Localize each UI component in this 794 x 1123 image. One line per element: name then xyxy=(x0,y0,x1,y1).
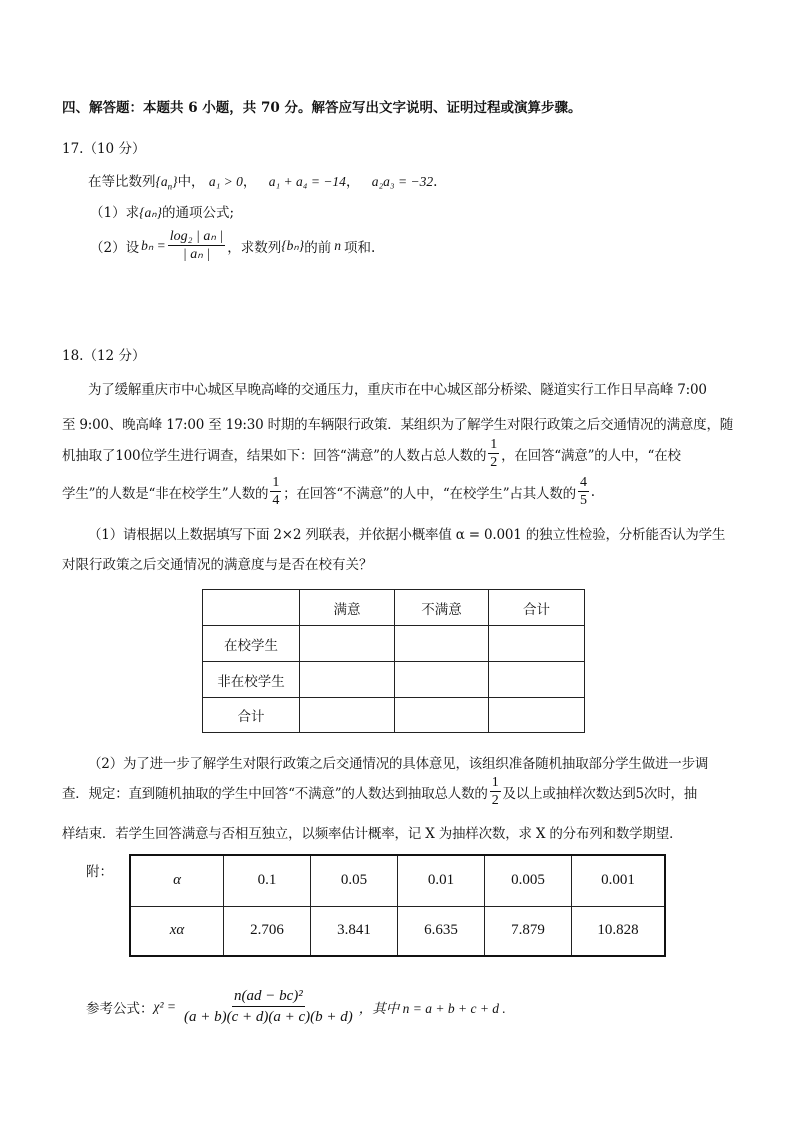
contingency-header-cell: 合计 xyxy=(489,590,585,626)
q17-stem-seq: $\{a_n\}$ xyxy=(155,174,178,192)
contingency-header-cell: 满意 xyxy=(300,590,395,626)
formula-label: 参考公式： xyxy=(86,1000,154,1017)
alpha-value: 0.05 xyxy=(311,855,398,906)
q18-frac-quarter-den: 4 xyxy=(272,493,280,508)
q18-frac-45-den: 5 xyxy=(579,493,587,508)
q18-p2-line2-a: 查．规定：直到随机抽取的学生中回答“不满意”的人数达到抽取总人数的 xyxy=(62,785,488,802)
q17-p2-n: n xyxy=(334,237,341,253)
contingency-cell[interactable] xyxy=(395,662,489,698)
q17-cond3: a₂a₃ = −32 xyxy=(371,174,434,189)
q18-frac-quarter xyxy=(270,474,281,509)
q18-line4-c: . xyxy=(590,483,595,500)
q18-frac-half xyxy=(488,436,499,471)
formula-fraction xyxy=(182,986,355,1027)
q17-cond2: a₁ + a₄ = −14 xyxy=(268,174,346,189)
q18-line4 xyxy=(62,474,595,509)
alpha-row xyxy=(130,855,665,906)
q17-stem-end: . xyxy=(433,174,438,190)
alpha-value: 0.001 xyxy=(572,855,666,906)
alpha-value: 0.01 xyxy=(398,855,485,906)
critical-row xyxy=(130,906,665,956)
q17-part2 xyxy=(90,228,375,263)
contingency-cell[interactable] xyxy=(395,698,489,733)
q17-p2-mid: ，求数列 xyxy=(227,239,282,256)
q17-p2-den: | aₙ | xyxy=(182,247,211,262)
contingency-cell[interactable] xyxy=(489,698,585,733)
q18-frac-half-num: 1 xyxy=(490,437,498,452)
q17-stem-mid: 中， xyxy=(177,174,205,190)
contingency-cell[interactable] xyxy=(489,662,585,698)
q18-line1: 为了缓解重庆市中心城区早晚高峰的交通压力，重庆市在中心城区部分桥梁、隧道实行工作日早高峰 7:00 xyxy=(88,382,707,398)
q18-number: 18.（12 分） xyxy=(62,348,146,364)
contingency-row-label: 非在校学生 xyxy=(203,662,300,698)
q18-p2-line2-b: 及以上或抽样次数达到5次时，抽 xyxy=(502,785,698,802)
formula-tail: ，其中 n = a + b + c + d . xyxy=(358,1000,506,1016)
q17-p1-seq: {aₙ} xyxy=(139,205,163,220)
critical-value: 7.879 xyxy=(485,906,572,956)
alpha-label: α xyxy=(130,855,224,906)
q17-p2-num: log₂ | aₙ | xyxy=(169,229,224,244)
section-heading: 四、解答题：本题共 6 小题，共 70 分。解答应写出文字说明、证明过程或演算步骤。 xyxy=(62,100,582,116)
q18-line4-a: 学生”的人数是“非在校学生”人数的 xyxy=(62,485,269,502)
contingency-cell[interactable] xyxy=(300,626,395,662)
q18-line3-a: 机抽取了100位学生进行调查，结果如下：回答“满意”的人数占总人数的 xyxy=(62,447,487,464)
critical-value: 6.635 xyxy=(398,906,485,956)
q17-p2-post: 的前 xyxy=(304,239,332,256)
q17-p1-pre: （1）求 xyxy=(90,205,140,221)
contingency-row xyxy=(203,662,585,698)
critical-value: 2.706 xyxy=(224,906,311,956)
formula-num: n(ad − bc)² xyxy=(232,986,305,1007)
q17-p2-end: 项和. xyxy=(343,239,376,256)
reference-formula xyxy=(86,986,506,1027)
contingency-row-label: 在校学生 xyxy=(203,626,300,662)
q17-stem: 在等比数列$\{a_n\}$中， a₁ > 0， a₁ + a₄ = −14， a₂a₃ = −32. xyxy=(88,174,438,192)
q18-p2-frac-num: 1 xyxy=(491,775,499,790)
q18-p2-frac-half xyxy=(490,774,501,809)
contingency-row xyxy=(203,626,585,662)
q17-stem-pre: 在等比数列 xyxy=(88,174,156,190)
q17-p2-lhs: bₙ = xyxy=(141,237,166,253)
q17-p1-post: 的通项公式; xyxy=(162,205,235,221)
contingency-row-label: 合计 xyxy=(203,698,300,733)
critical-value-table xyxy=(129,854,666,957)
q18-p2-line3: 样结束．若学生回答满意与否相互独立，以频率估计概率，记 X 为抽样次数，求 X 的分布列和数学期望． xyxy=(62,826,683,842)
q18-p1-line1: （1）请根据以上数据填写下面 2×2 列联表，并依据小概率值 α = 0.001 的独立性检验，分析能否认为学生 xyxy=(88,527,726,543)
critical-value: 3.841 xyxy=(311,906,398,956)
critical-label: xα xyxy=(130,906,224,956)
contingency-header-cell: 不满意 xyxy=(395,590,489,626)
q18-line2: 至 9:00、晚高峰 17:00 至 19:30 时期的车辆限行政策．某组织为了解学生对限行政策之后交通情况的满意度，随 xyxy=(62,417,734,433)
contingency-row xyxy=(203,698,585,733)
q17-p2-seq: {bₙ} xyxy=(281,237,305,253)
q17-number: 17.（10 分） xyxy=(62,141,146,157)
q18-p1-line2: 对限行政策之后交通情况的满意度与是否在校有关？ xyxy=(62,557,373,573)
alpha-value: 0.005 xyxy=(485,855,572,906)
q18-line3 xyxy=(62,436,681,471)
q18-frac-45 xyxy=(578,474,589,509)
appendix-label: 附： xyxy=(86,864,113,880)
contingency-header-row xyxy=(203,590,585,626)
q17-cond1: a₁ > 0 xyxy=(208,174,243,189)
q18-line3-b: ，在回答“满意”的人中，“在校 xyxy=(501,447,681,464)
q18-p2-line2 xyxy=(62,774,697,809)
contingency-table xyxy=(202,589,585,733)
contingency-header-cell xyxy=(203,590,300,626)
contingency-cell[interactable] xyxy=(489,626,585,662)
contingency-cell[interactable] xyxy=(300,698,395,733)
contingency-cell[interactable] xyxy=(395,626,489,662)
critical-value: 10.828 xyxy=(572,906,666,956)
q18-line4-b: ；在回答“不满意”的人中，“在校学生”占其人数的 xyxy=(283,485,576,502)
alpha-value: 0.1 xyxy=(224,855,311,906)
q18-frac-quarter-num: 1 xyxy=(272,475,280,490)
q17-p2-fraction xyxy=(168,228,226,263)
contingency-cell[interactable] xyxy=(300,662,395,698)
q18-p2-frac-den: 2 xyxy=(491,793,499,808)
formula-lhs: χ² = xyxy=(153,998,176,1014)
q18-p2-line1: （2）为了进一步了解学生对限行政策之后交通情况的具体意见，该组织准备随机抽取部分学生做进一步调 xyxy=(88,756,709,772)
q18-frac-half-den: 2 xyxy=(490,455,498,470)
q17-p2-pre: （2）设 xyxy=(90,239,140,256)
q18-frac-45-num: 4 xyxy=(579,475,587,490)
q17-part1 xyxy=(90,201,234,221)
formula-den: (a + b)(c + d)(a + c)(b + d) xyxy=(183,1009,353,1025)
